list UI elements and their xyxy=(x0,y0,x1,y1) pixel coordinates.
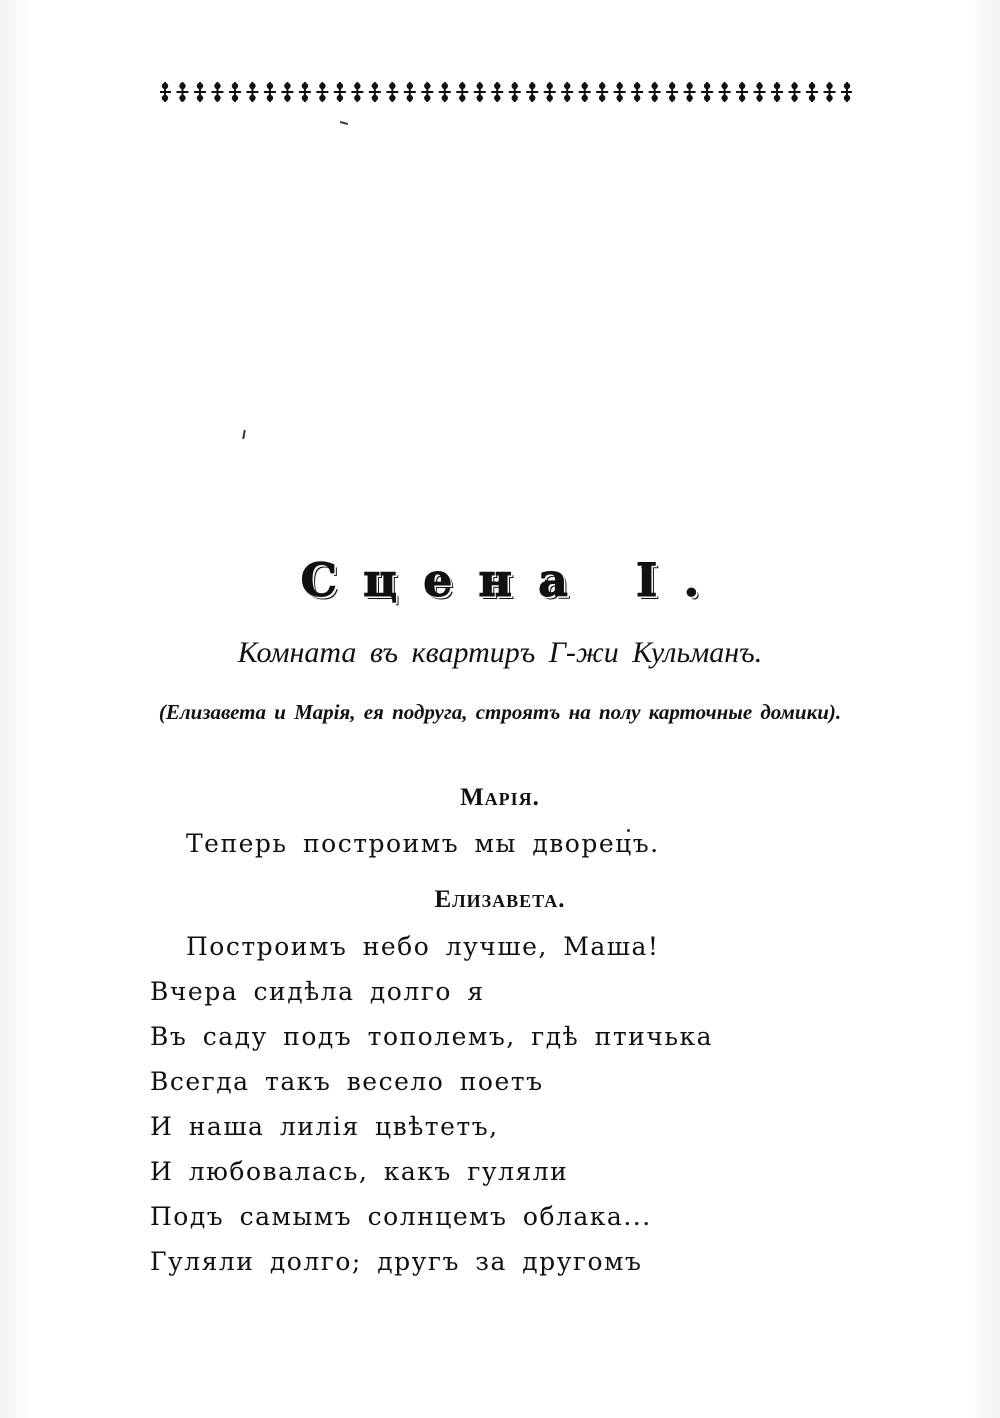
verse-line: Теперь построимъ мы дворецъ. xyxy=(186,829,660,858)
fleuron-icon xyxy=(404,82,416,102)
verse-line: Въ саду подъ тополемъ, гдѣ птичька xyxy=(150,1022,713,1051)
fleuron-icon xyxy=(736,82,748,102)
fleuron-icon xyxy=(614,82,626,102)
stage-direction: (Елизавета и Марія, ея подруга, строятъ на полу карточные домики). xyxy=(158,700,842,724)
fleuron-icon xyxy=(561,82,573,102)
fleuron-icon xyxy=(754,82,766,102)
print-speck xyxy=(242,430,246,439)
fleuron-icon xyxy=(631,82,643,102)
speaker-name: Марія. xyxy=(460,784,540,811)
fleuron-icon xyxy=(684,82,696,102)
fleuron-icon xyxy=(544,82,556,102)
fleuron-icon xyxy=(351,82,363,102)
fleuron-icon xyxy=(194,82,206,102)
fleuron-icon xyxy=(264,82,276,102)
scene-location: Комната въ квартиръ Г-жи Кульманъ. xyxy=(237,636,763,669)
verse-line: Всегда такъ весело поетъ xyxy=(150,1067,544,1096)
fleuron-icon xyxy=(509,82,521,102)
fleuron-icon xyxy=(421,82,433,102)
fleuron-icon xyxy=(299,82,311,102)
fleuron-icon xyxy=(281,82,293,102)
verse-line: Построимъ небо лучше, Маша! xyxy=(186,932,660,961)
fleuron-icon xyxy=(246,82,258,102)
fleuron-icon xyxy=(160,82,171,102)
verse-line: Вчера сидѣла долго я xyxy=(150,977,485,1006)
print-speck xyxy=(340,121,348,125)
fleuron-icon xyxy=(579,82,591,102)
verse-line: И наша лилія цвѣтетъ, xyxy=(150,1112,499,1141)
fleuron-icon xyxy=(771,82,783,102)
fleuron-icon xyxy=(806,82,818,102)
fleuron-icon xyxy=(474,82,486,102)
fleuron-icon xyxy=(719,82,731,102)
fleuron-icon xyxy=(369,82,381,102)
ornament-border xyxy=(160,80,852,104)
fleuron-icon xyxy=(211,82,223,102)
fleuron-icon xyxy=(316,82,328,102)
verse-line: Подъ самымъ солнцемъ облака... xyxy=(150,1202,652,1231)
fleuron-icon xyxy=(649,82,661,102)
fleuron-icon xyxy=(456,82,468,102)
fleuron-icon xyxy=(176,82,188,102)
fleuron-icon xyxy=(334,82,346,102)
fleuron-icon xyxy=(789,82,801,102)
fleuron-icon xyxy=(666,82,678,102)
fleuron-icon xyxy=(701,82,713,102)
fleuron-icon xyxy=(491,82,503,102)
fleuron-icon xyxy=(386,82,398,102)
fleuron-icon xyxy=(439,82,451,102)
verse-line: И любовалась, какъ гуляли xyxy=(150,1157,569,1186)
speaker-name: Елизавета. xyxy=(434,886,566,913)
fleuron-icon xyxy=(841,82,852,102)
verse-line: Гуляли долго; другъ за другомъ xyxy=(150,1247,643,1276)
scene-title: Сцена I. xyxy=(300,553,726,607)
fleuron-icon xyxy=(229,82,241,102)
fleuron-icon xyxy=(596,82,608,102)
fleuron-icon xyxy=(824,82,836,102)
fleuron-icon xyxy=(526,82,538,102)
